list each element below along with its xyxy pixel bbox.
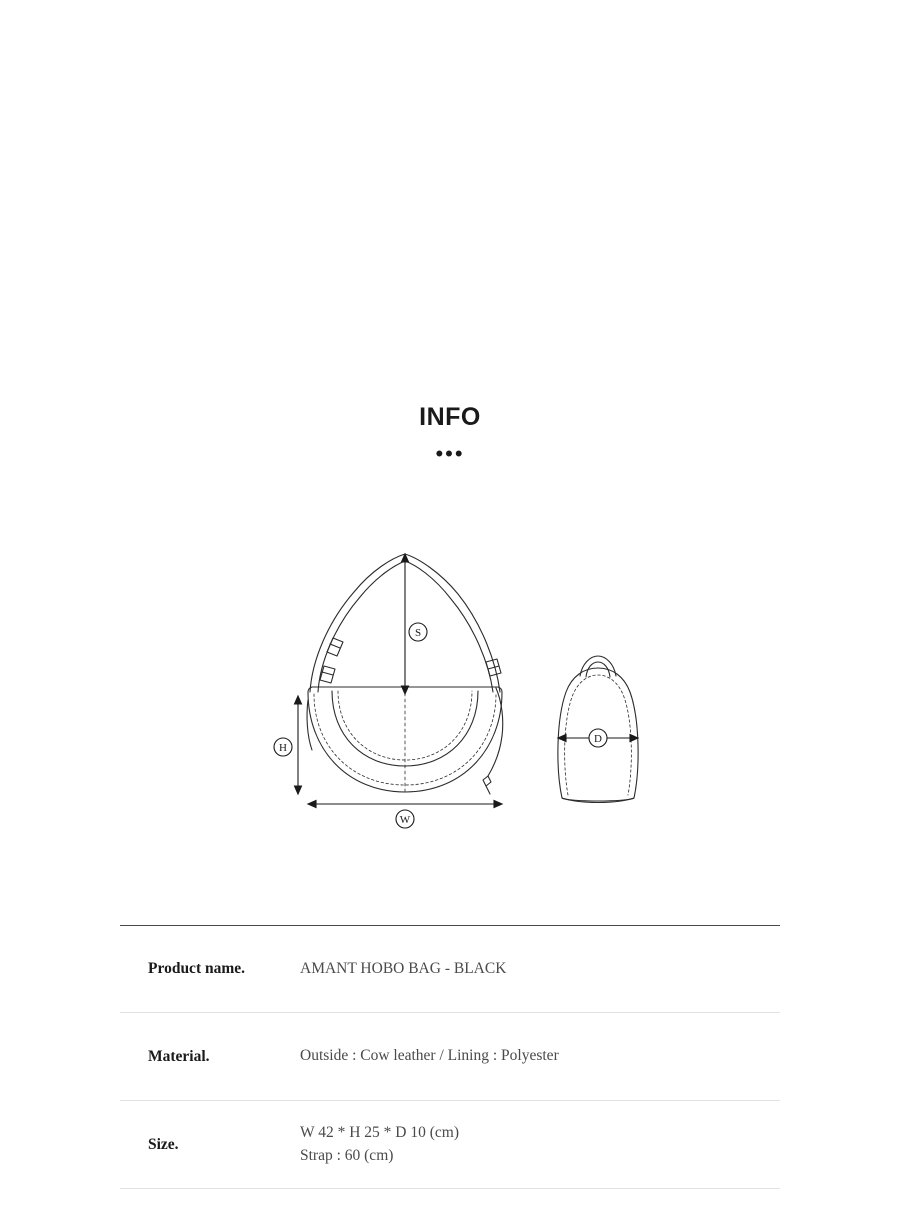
bag-side-view-diagram <box>540 650 670 810</box>
diagram-label-width: W <box>399 814 411 826</box>
spec-label-material: Material. <box>148 1047 210 1065</box>
diagram-label-depth: D <box>594 733 602 745</box>
spec-value-size-line2: Strap : 60 (cm) <box>300 1146 394 1164</box>
spec-value-size <box>300 1122 780 1167</box>
page-title: INFO <box>419 403 481 431</box>
spec-label-size: Size. <box>148 1135 179 1153</box>
decorative-dots: ••• <box>435 441 465 466</box>
diagram-label-strap: S <box>414 627 422 639</box>
product-spec-table <box>120 925 780 1189</box>
spec-value-size-line1: W 42 * H 25 * D 10 (cm) <box>300 1124 459 1142</box>
diagram-label-height: H <box>279 742 287 754</box>
table-row <box>120 1013 780 1101</box>
spec-value-product-name: AMANT HOBO BAG - BLACK <box>300 959 507 977</box>
spec-value-material: Outside : Cow leather / Lining : Polyester <box>300 1047 559 1065</box>
spec-label-product-name: Product name. <box>148 960 246 977</box>
table-row <box>120 1101 780 1189</box>
table-row <box>120 925 780 1013</box>
